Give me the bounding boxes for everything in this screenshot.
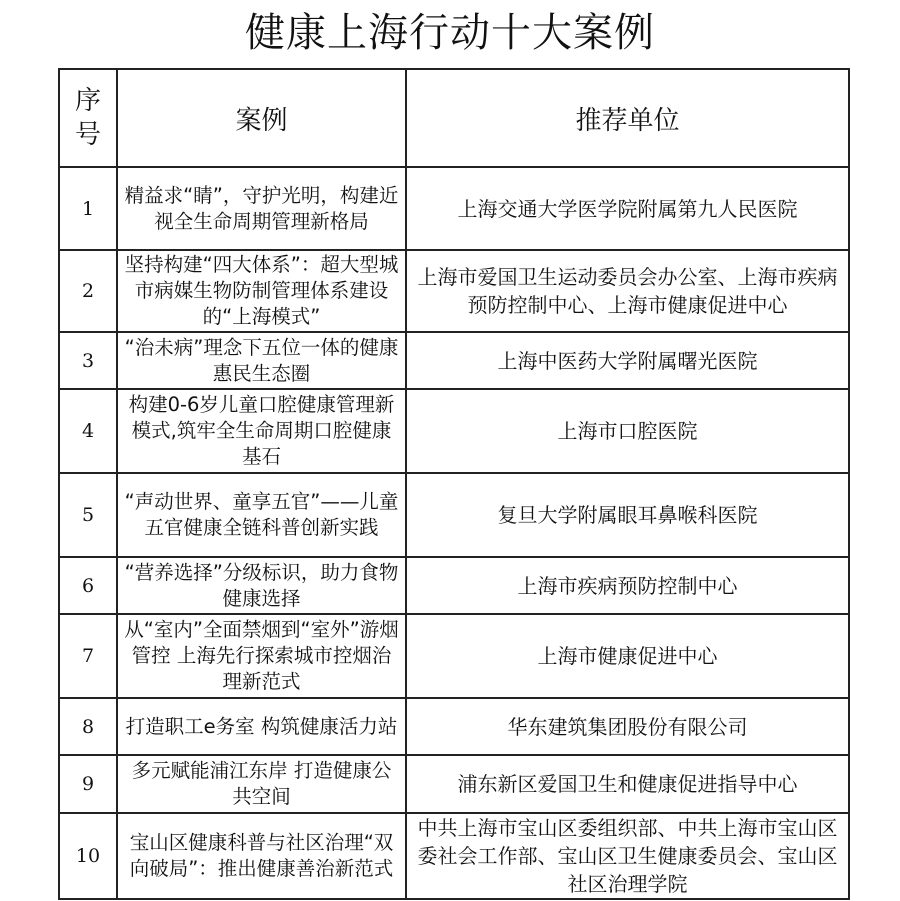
table-row (59, 332, 849, 389)
page-title: 健康上海行动十大案例 (245, 10, 655, 56)
row-case: 从“室内”全面禁烟到“室外”游烟管控 上海先行探索城市控烟治理新范式 (117, 614, 406, 698)
row-unit: 上海交通大学医学院附属第九人民医院 (406, 167, 849, 250)
header-seq-char-2: 号 (74, 120, 101, 150)
header-row (59, 69, 849, 167)
table-row (59, 755, 849, 813)
row-case: 宝山区健康科普与社区治理“双向破局”：推出健康善治新范式 (117, 813, 406, 899)
row-number: 7 (59, 614, 117, 698)
row-unit: 华东建筑集团股份有限公司 (406, 698, 849, 755)
row-case: 精益求“睛”，守护光明，构建近视全生命周期管理新格局 (117, 167, 406, 250)
row-number: 5 (59, 473, 117, 557)
row-case: “声动世界、童享五官”——儿童五官健康全链科普创新实践 (117, 473, 406, 557)
row-unit: 上海市爱国卫生运动委员会办公室、上海市疾病预防控制中心、上海市健康促进中心 (406, 250, 849, 332)
row-case: 构建0-6岁儿童口腔健康管理新模式,筑牢全生命周期口腔健康基石 (117, 389, 406, 473)
row-unit: 复旦大学附属眼耳鼻喉科医院 (406, 473, 849, 557)
cases-table (58, 68, 850, 900)
table-row (59, 614, 849, 698)
row-case: 坚持构建“四大体系”：超大型城市病媒生物防制管理体系建设的“上海模式” (117, 250, 406, 332)
row-case: 多元赋能浦江东岸 打造健康公共空间 (117, 755, 406, 813)
header-seq (59, 69, 117, 167)
row-number: 4 (59, 389, 117, 473)
table-row (59, 389, 849, 473)
row-number: 10 (59, 813, 117, 899)
table-row (59, 698, 849, 755)
row-unit: 中共上海市宝山区委组织部、中共上海市宝山区委社会工作部、宝山区卫生健康委员会、宝山区社区治理学院 (406, 813, 849, 899)
table-row (59, 813, 849, 899)
table-row (59, 167, 849, 250)
header-case: 案例 (117, 69, 406, 167)
table-row (59, 250, 849, 332)
table-row (59, 473, 849, 557)
table-row (59, 557, 849, 614)
row-unit: 上海市口腔医院 (406, 389, 849, 473)
row-number: 2 (59, 250, 117, 332)
row-number: 6 (59, 557, 117, 614)
row-case: “治未病”理念下五位一体的健康惠民生态圈 (117, 332, 406, 389)
row-unit: 上海市健康促进中心 (406, 614, 849, 698)
row-unit: 上海市疾病预防控制中心 (406, 557, 849, 614)
row-number: 8 (59, 698, 117, 755)
header-seq-char-1: 序 (74, 86, 101, 116)
row-unit: 上海中医药大学附属曙光医院 (406, 332, 849, 389)
row-number: 1 (59, 167, 117, 250)
header-unit: 推荐单位 (406, 69, 849, 167)
row-case: “营养选择”分级标识，助力食物健康选择 (117, 557, 406, 614)
row-case: 打造职工e务室 构筑健康活力站 (117, 698, 406, 755)
row-number: 9 (59, 755, 117, 813)
row-number: 3 (59, 332, 117, 389)
row-unit: 浦东新区爱国卫生和健康促进指导中心 (406, 755, 849, 813)
